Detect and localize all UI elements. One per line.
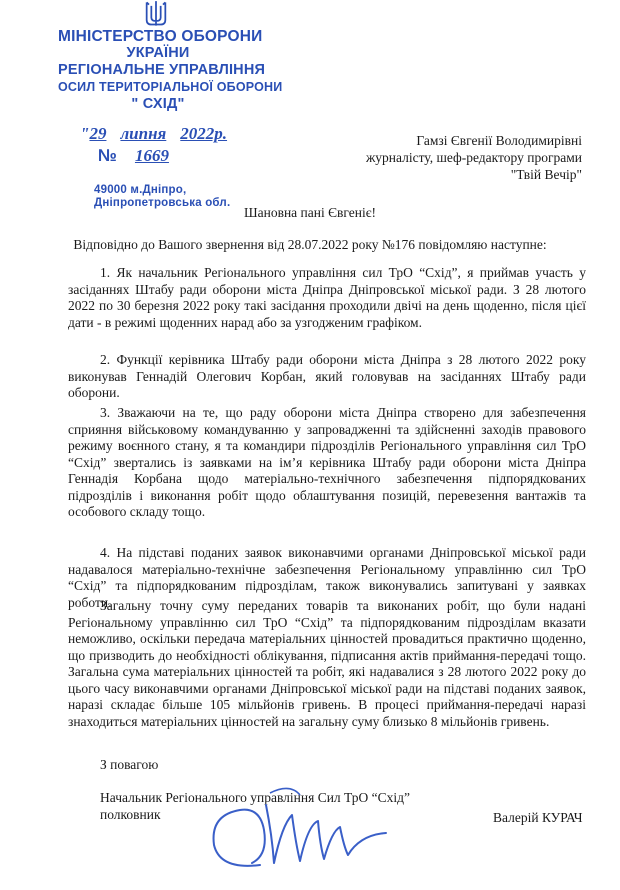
salutation: Шановна пані Євгеніє!: [243, 205, 377, 220]
paragraph-5: Загальну точну суму переданих товарів та виконаних робіт, що були надані Регіональному управлінню сил ТрО “Схід” та підпорядкованим підрозділам вказати неможливо, оскільки передача матеріальних цінностей провадиться практично щоденно, що призводить до необхідності облікування, підписання актів приймання-передачі тощо. Загальна сума матеріальних цінностей та робіт, які надавалися з 28 лютого 2022 року до цього часу виконавчими органами Дніпровської міської ради на підставі поданих заявок, наразі складає більше 105 мільйонів гривень. В процесі приймання-передачі наразі знаходиться матеріальних цінностей на загальну суму близько 8 мільйонів гривень.: [68, 598, 586, 729]
signatory-position: Начальник Регіонального управління Сил ТрО “Схід”: [100, 790, 411, 805]
stamp-date-year: 2022р.: [180, 124, 228, 143]
paragraph-1: 1. Як начальник Регіонального управління сил ТрО “Схід”, я приймав участь у засіданнях Штабу ради оборони міста Дніпра Дніпровської міської ради. З 28 лютого 2022 по 30 березня 2022 року такі засідання проходили двічі на день щоденно, після цієї дати - в режимі щоденних нарад або за узгодженим графіком.: [68, 265, 586, 330]
intro-line: Відповідно до Вашого звернення від 28.07.2022 року №176 повідомляю наступне:: [73, 237, 547, 252]
stamp-line-forces: ОСИЛ ТЕРИТОРІАЛЬНОЇ ОБОРОНИ: [58, 80, 283, 94]
stamp-line-ministry: МІНІСТЕРСТВО ОБОРОНИ: [58, 28, 263, 45]
addressee-block: [312, 132, 582, 183]
closing: З повагою: [100, 757, 159, 772]
stamp-city: 49000 м.Дніпро,: [94, 184, 187, 196]
addressee-program: "Твій Вечір": [510, 167, 582, 182]
paragraph-4: 4. На підставі поданих заявок виконавчими органами Дніпровської міської ради надавалося матеріально-технічне забезпечення Регіональному управлінню сил ТрО “Схід” та підпорядкованим підрозділам, також виконувались запитувані у заявках роботи.: [68, 545, 586, 610]
paragraph-3: 3. Зважаючи на те, що раду оборони міста Дніпра створено для забезпечення сприяння військовому командуванню у запровадженні та здійсненні заходів правового режиму воєнного стану, я та командири підрозділів Регіонального управління сил ТрО “Схід” звертались із заявками на ім’я керівника Штабу ради оборони міста Дніпра Геннадія Корбана щодо матеріально-технічного забезпечення підпорядкованих підрозділів і виконання робіт щодо облаштування позицій, перевезення вантажів та особового складу тощо.: [68, 405, 586, 519]
signatory-name: Валерій КУРАЧ: [493, 810, 583, 825]
signature-mark: [200, 775, 400, 885]
stamp-date-line: [80, 124, 280, 144]
signatory-rank: полковник: [100, 807, 161, 822]
stamp-number-value: 1669: [134, 146, 169, 165]
paragraph-2: 2. Функції керівника Штабу ради оборони міста Дніпра з 28 лютого 2022 року виконував Геннадій Олегович Корбан, який головував на засіданнях Штабу ради оборони.: [68, 352, 586, 400]
stamp-oblast: Дніпропетровська обл.: [94, 197, 231, 209]
stamp-number-label: №: [98, 146, 117, 165]
stamp-date-day: 29: [89, 124, 107, 143]
addressee-name: Гамзі Євгенії Володимирівні: [416, 133, 582, 148]
addressee-position: журналісту, шеф-редактору програми: [365, 150, 582, 165]
trident-emblem-icon: [144, 0, 168, 28]
stamp-block: [58, 0, 283, 215]
stamp-date-quote: ": [80, 124, 90, 143]
stamp-line-region: " СХІД": [131, 96, 185, 112]
stamp-line-country: УКРАЇНИ: [126, 45, 190, 61]
stamp-number-line: [98, 146, 258, 166]
stamp-line-directorate: РЕГІОНАЛЬНЕ УПРАВЛІННЯ: [58, 62, 266, 78]
stamp-date-month: липня: [120, 124, 167, 143]
